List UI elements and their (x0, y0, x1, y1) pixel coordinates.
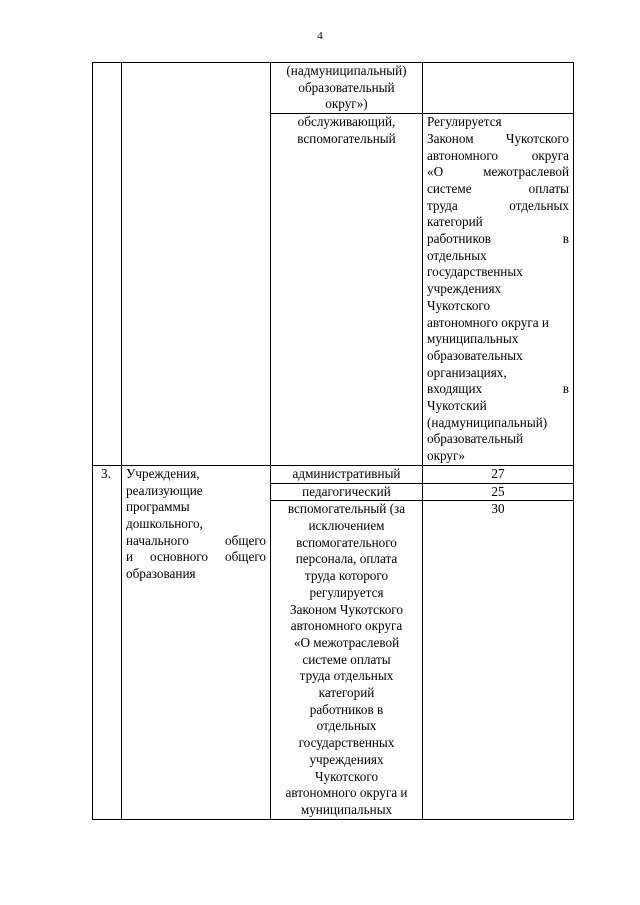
text-line: (надмуниципальный) (427, 414, 548, 430)
text-line: обслуживающий, (297, 114, 396, 130)
text-line: вспомогательный (за (287, 501, 406, 517)
text-line: автономного округа и (285, 785, 408, 801)
text-line: Законом Чукотского (427, 130, 569, 146)
text-line: реализующие (126, 482, 203, 498)
text-line: автономного округа (427, 147, 569, 163)
text-line: вспомогательного (296, 534, 397, 550)
text-line: автономного округа и (427, 314, 549, 330)
text-line: регулируется (309, 584, 384, 600)
text-line: труда отдельных (427, 197, 569, 213)
text-line: «О межотраслевой (293, 634, 400, 650)
text-line: вспомогательный (297, 130, 396, 146)
text-line: образовательных (427, 347, 523, 363)
text-line: отдельных (427, 247, 487, 263)
table-row (93, 63, 574, 114)
text-line: автономного округа (290, 618, 403, 634)
text-line: Чукотский (427, 398, 487, 414)
text-line: муниципальных (427, 331, 519, 347)
value-cell (423, 63, 574, 114)
institution-cell (122, 63, 271, 466)
text-line: персонала, оплата (295, 551, 398, 567)
text-line: системе оплаты (302, 651, 391, 667)
text-line: исключением (308, 517, 385, 533)
text-line: (надмуниципальный) (286, 63, 407, 78)
text-line: начального общего (126, 532, 266, 548)
text-line: образовательный (427, 431, 524, 447)
text-line: Чукотского (314, 768, 379, 784)
text-line: системе оплаты (427, 180, 569, 196)
value-cell: 27 (423, 465, 574, 483)
text-line: труда которого (304, 568, 389, 584)
page-number: 4 (317, 30, 323, 42)
text-line: категорий (318, 685, 375, 701)
text-line: государственных (298, 735, 395, 751)
text-line: образования (126, 566, 196, 582)
text-line: округ» (427, 448, 466, 464)
text-line: работников в (427, 231, 569, 247)
institution-cell (122, 465, 271, 819)
value-cell: 30 (423, 501, 574, 819)
text-line: государственных (427, 264, 523, 280)
text-line: организациях, (427, 364, 507, 380)
note-cell (423, 114, 574, 466)
salary-table (92, 62, 574, 820)
text-line: работников в (309, 701, 384, 717)
text-line: отдельных (316, 718, 377, 734)
text-line: Законом Чукотского (290, 601, 403, 617)
value-cell: 25 (423, 483, 574, 501)
table-row (93, 465, 574, 483)
text-line: образовательный (298, 79, 395, 95)
category-cell: педагогический (271, 483, 423, 501)
text-line: Учреждения, (126, 465, 200, 481)
text-line: учреждениях (309, 751, 384, 767)
text-line: округ») (325, 96, 368, 112)
text-line: учреждениях (427, 281, 502, 297)
text-line: «О межотраслевой (427, 164, 569, 180)
text-line: Регулируется (427, 114, 502, 130)
text-line: программы (126, 499, 190, 515)
category-cell: административный (271, 465, 423, 483)
text-line: муниципальных (300, 801, 393, 817)
text-line: дошкольного, (126, 515, 203, 531)
row-number-cell: 3. (93, 465, 122, 819)
text-line: труда отдельных (299, 668, 394, 684)
text-line: и основного общего (126, 549, 266, 565)
category-cell (271, 63, 423, 114)
text-line: входящих в (427, 381, 569, 397)
text-line: Чукотского (427, 297, 491, 313)
text-line: категорий (427, 214, 483, 230)
category-cell (271, 501, 423, 819)
row-number-cell (93, 63, 122, 466)
category-cell (271, 114, 423, 466)
